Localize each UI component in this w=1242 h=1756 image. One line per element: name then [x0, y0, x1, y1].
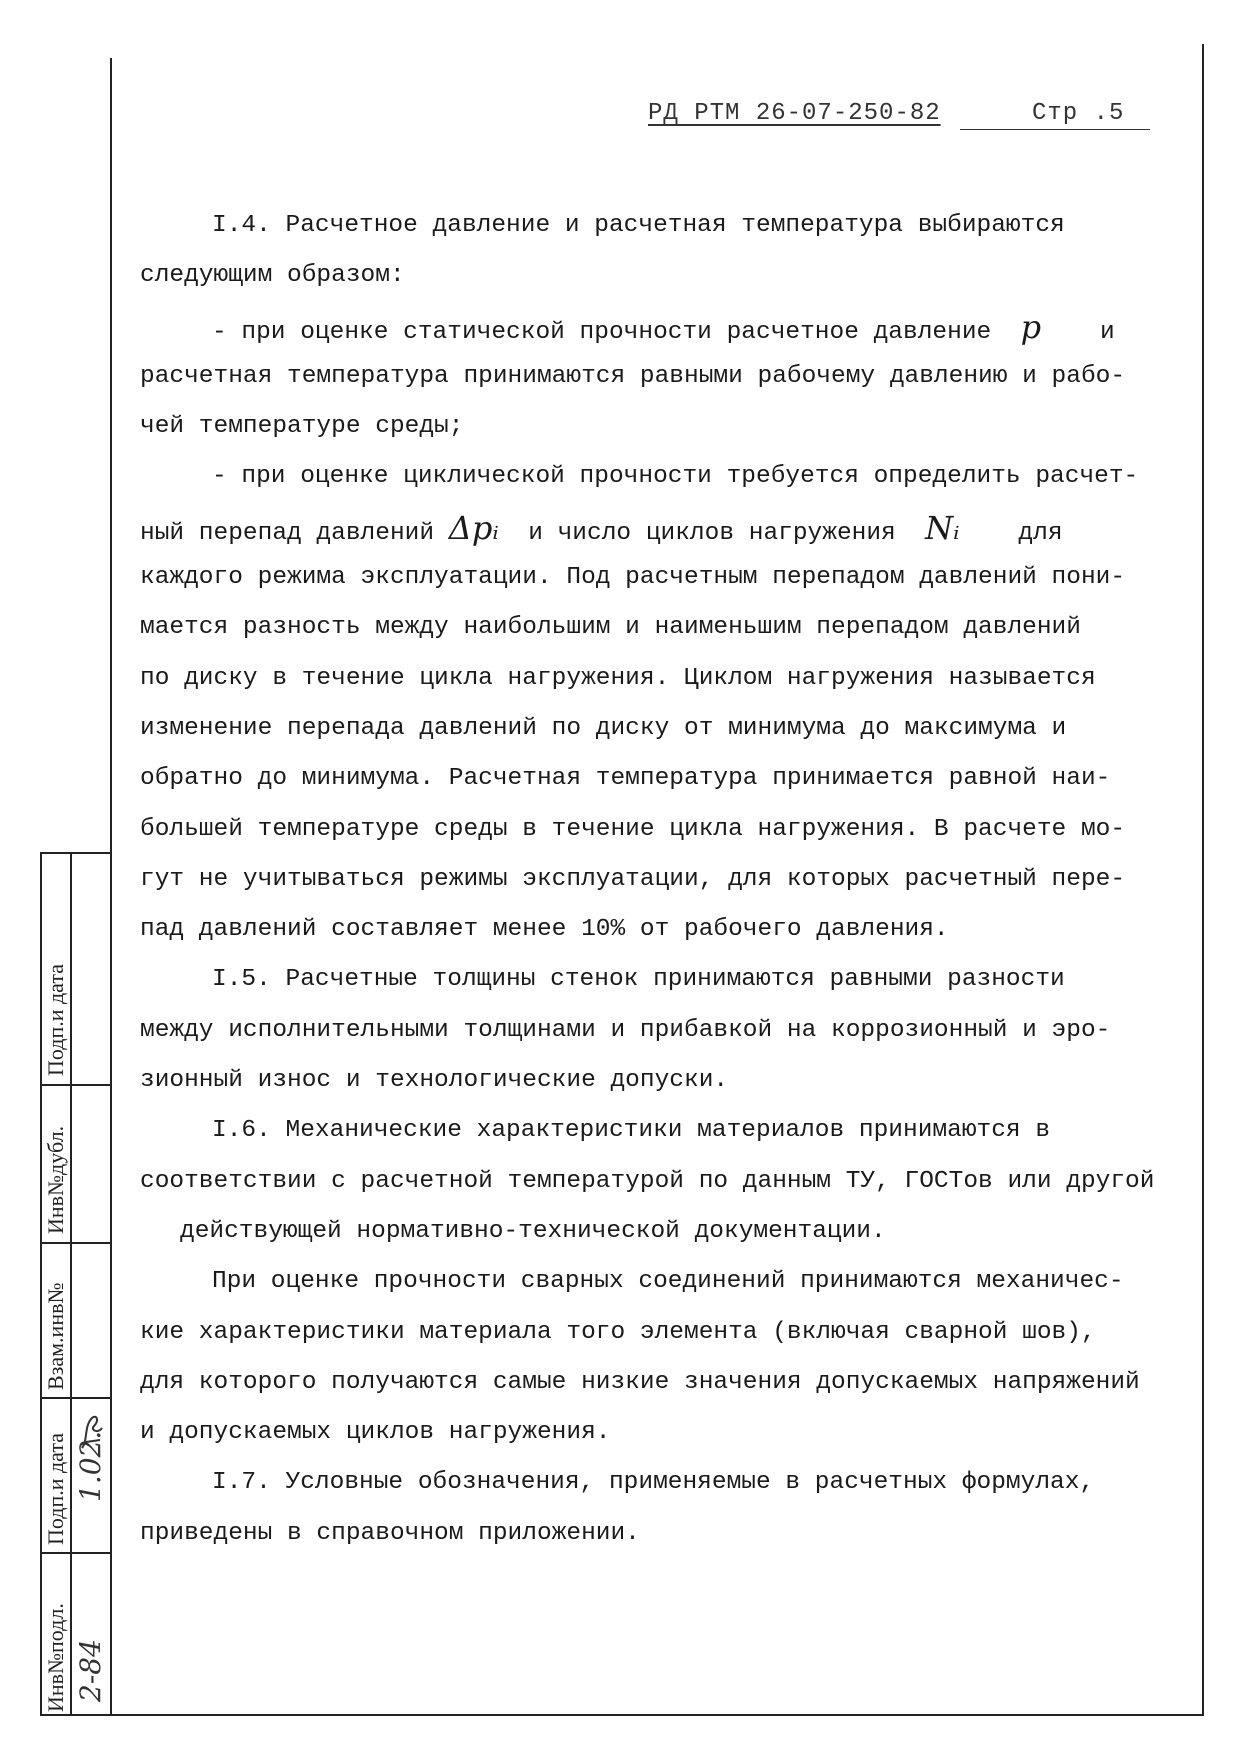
text-line: - при оценке статической прочности расчетное давление p и	[212, 307, 1115, 346]
stamp-border	[40, 852, 42, 1716]
handwritten-inv-number: 2-84	[74, 1639, 107, 1702]
text-line: по диску в течение цикла нагружения. Циклом нагружения называется	[140, 664, 1096, 692]
text-line: - при оценке циклической прочности требуется определить расчет-	[212, 463, 1139, 491]
text-line: I.6. Механические характеристики материалов принимаются в	[212, 1117, 1051, 1145]
formula-delta-pi: Δpᵢ	[448, 508, 499, 547]
stamp-label-replace-inv: Взам.инв№	[43, 1282, 68, 1390]
stamp-divider	[40, 1084, 110, 1086]
text-line: обратно до минимума. Расчетная температура принимается равной наи-	[140, 765, 1111, 793]
page-number: Стр .5	[960, 100, 1150, 130]
text-line: каждого режима эксплуатации. Под расчетным перепадом давлений пони-	[140, 564, 1126, 592]
text-line: соответствии с расчетной температурой по данным ТУ, ГОСТов или другой	[140, 1167, 1155, 1195]
formula-p: p	[1020, 307, 1042, 346]
stamp-divider	[40, 1397, 110, 1399]
text-line: I.4. Расчетное давление и расчетная температура выбираются	[212, 212, 1065, 239]
text-line: ный перепад давлений Δpᵢ и число циклов нагружения Nᵢ для	[140, 508, 1063, 547]
text-line: пад давлений составляет менее 10% от рабочего давления.	[140, 916, 949, 944]
stamp-label-inv-dupl: Инв№дубл.	[43, 1125, 68, 1234]
text-line: мается разность между наибольшим и наименьшим перепадом давлений	[140, 614, 1081, 642]
stamp-label-sign-date: Подп.и дата	[43, 963, 68, 1076]
stamp-label-sign-date: Подп.и дата	[43, 1432, 68, 1545]
text-line: для которого получаются самые низкие значения допускаемых напряжений	[140, 1368, 1140, 1396]
stamp-border	[40, 852, 110, 854]
stamp-divider	[40, 1242, 110, 1244]
frame-bottom-border	[40, 1714, 1204, 1716]
document-code: РД РТМ 26-07-250-82	[648, 100, 941, 127]
text-line: I.7. Условные обозначения, применяемые в расчетных формулах,	[212, 1469, 1095, 1497]
frame-right-border	[1202, 44, 1204, 1716]
text-line: большей температуре среды в течение цикла нагружения. В расчете мо-	[140, 815, 1126, 843]
text-line: кие характеристики материала того элемента (включая сварной шов),	[140, 1318, 1096, 1346]
text-line: приведены в справочном приложении.	[140, 1519, 640, 1547]
text-line: зионный износ и технологические допуски.	[140, 1067, 729, 1095]
text-line: При оценке прочности сварных соединений принимаются механичес-	[212, 1268, 1124, 1296]
registration-stamp	[40, 852, 110, 1716]
text-line: гут не учитываться режимы эксплуатации, для которых расчетный пере-	[140, 865, 1126, 893]
text-line: расчетная температура принимаются равными рабочему давлению и рабо-	[140, 362, 1126, 390]
handwritten-date: 1.02.	[74, 1430, 107, 1502]
page-header	[648, 100, 1125, 127]
text-line: следующим образом:	[140, 262, 405, 290]
stamp-label-inv-orig: Инв№подл.	[43, 1603, 68, 1712]
text-line: чей температуре среды;	[140, 413, 464, 441]
formula-ni: Nᵢ	[925, 508, 960, 547]
frame-left-border	[110, 58, 112, 1716]
stamp-divider	[70, 852, 72, 1716]
handwritten-signature-icon	[78, 1412, 106, 1452]
document-body	[140, 201, 1200, 1559]
text-line: изменение перепада давлений по диску от минимума до максимума и	[140, 714, 1067, 742]
text-line: между исполнительными толщинами и прибавкой на коррозионный и эро-	[140, 1016, 1111, 1044]
text-line: I.5. Расчетные толщины стенок принимаются равными разности	[212, 966, 1065, 994]
text-line: действующей нормативно-технической документации.	[180, 1217, 886, 1245]
stamp-divider	[40, 1552, 110, 1554]
text-line: и допускаемых циклов нагружения.	[140, 1419, 611, 1447]
